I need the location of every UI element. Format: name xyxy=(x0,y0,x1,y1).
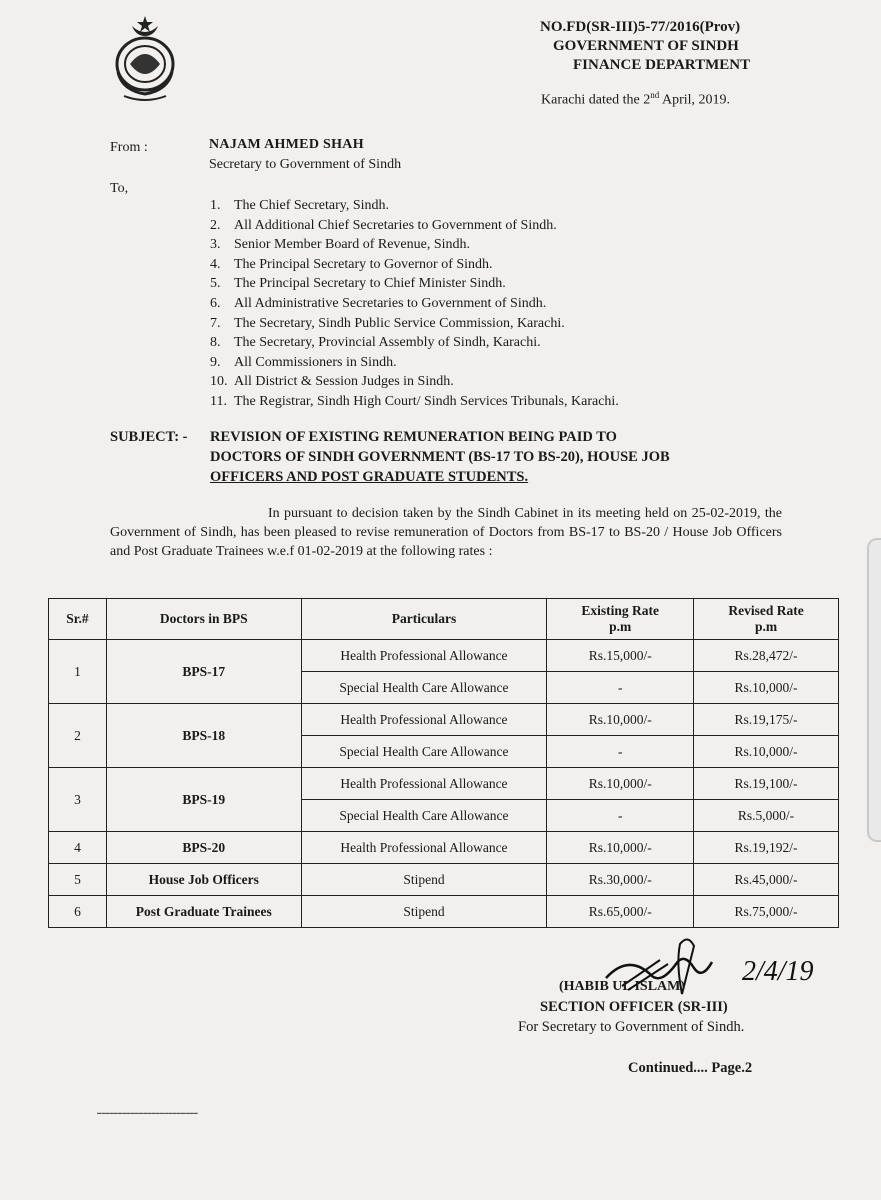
subject-text: REVISION OF EXISTING REMUNERATION BEING PAID TO DOCTORS OF SINDH GOVERNMENT (BS-17 TO BS-20), HOUSE JOB OFFICERS AND POST GRADUATE STUDENTS. xyxy=(210,429,670,485)
list-item: 9. All Commissioners in Sindh. xyxy=(210,354,397,370)
header-existing-rate: Existing Rate p.m xyxy=(547,599,694,640)
list-item: 1. The Chief Secretary, Sindh. xyxy=(210,198,389,213)
header-block xyxy=(540,18,780,75)
table-row: Special Health Care Allowance - Rs.10,000/- xyxy=(49,736,839,768)
subject-label: SUBJECT: - xyxy=(110,429,188,445)
header-sr: Sr.# xyxy=(49,599,107,640)
department-name: FINANCE DEPARTMENT xyxy=(573,57,751,73)
table-header-row xyxy=(49,599,839,640)
list-item: 11. The Registrar, Sindh High Court/ Sindh Services Tribunals, Karachi. xyxy=(210,393,619,409)
scroll-edge-handle[interactable] xyxy=(867,538,881,842)
list-item: 4. The Principal Secretary to Governor of Sindh. xyxy=(210,256,493,272)
list-item: 5. The Principal Secretary to Chief Minister Sindh. xyxy=(210,276,506,292)
date-line: Karachi dated the 2nd April, 2019. xyxy=(541,90,731,108)
table-row: 3 BPS-19 Health Professional Allowance Rs.10,000/- Rs.19,100/- xyxy=(49,768,839,800)
header-revised-rate: Revised Rate p.m xyxy=(694,599,839,640)
table-row: 4 BPS-20 Health Professional Allowance Rs.10,000/- Rs.19,192/- xyxy=(49,832,839,864)
from-label: From : xyxy=(110,140,148,155)
header-bps: Doctors in BPS xyxy=(106,599,301,640)
list-item: 7. The Secretary, Sindh Public Service Commission, Karachi. xyxy=(210,315,565,331)
table-row: Special Health Care Allowance - Rs.5,000/- xyxy=(49,800,839,832)
sindh-government-emblem xyxy=(110,14,180,104)
list-item: 2. All Additional Chief Secretaries to Government of Sindh. xyxy=(210,217,557,233)
sender-name: NAJAM AHMED SHAH xyxy=(209,137,364,152)
header-particulars: Particulars xyxy=(301,599,547,640)
table-row: 1 BPS-17 Health Professional Allowance Rs.15,000/- Rs.28,472/- xyxy=(49,640,839,672)
sender-title: Secretary to Government of Sindh xyxy=(209,157,402,172)
reference-number: NO.FD(SR-III)5-77/2016(Prov) xyxy=(540,19,741,35)
list-item: 6. All Administrative Secretaries to Government of Sindh. xyxy=(210,295,547,311)
government-name: GOVERNMENT OF SINDH xyxy=(553,38,739,54)
to-label: To, xyxy=(110,181,129,196)
print-imprint: ▬▬▬▬▬▬▬▬▬▬▬▬▬▬▬▬▬▬▬▬▬▬▬▬ xyxy=(97,1110,198,1115)
table-row: 5 House Job Officers Stipend Rs.30,000/- Rs.45,000/- xyxy=(49,864,839,896)
list-item: 10. All District & Session Judges in Sindh. xyxy=(210,374,454,390)
signatory-name: (HABIB UL ISLAM) xyxy=(559,979,686,994)
table-row: 2 BPS-18 Health Professional Allowance Rs.10,000/- Rs.19,175/- xyxy=(49,704,839,736)
table-row: Special Health Care Allowance - Rs.10,000/- xyxy=(49,672,839,704)
continued-note: Continued.... Page.2 xyxy=(628,1060,753,1076)
recipient-list xyxy=(210,196,619,412)
remuneration-table xyxy=(48,598,839,928)
svg-text:2/4/19: 2/4/19 xyxy=(742,956,814,987)
signatory-title: SECTION OFFICER (SR-III) xyxy=(540,999,728,1015)
body-paragraph: In pursuant to decision taken by the Sindh Cabinet in its meeting held on 25-02-2019, the Government of Sindh, has been pleased to revise remuneration of Doctors from BS-17 to BS-20 / House Job Officers and Post Graduate Trainees w.e.f 01-02-2019 at the following rates : xyxy=(110,506,782,559)
list-item: 8. The Secretary, Provincial Assembly of Sindh, Karachi. xyxy=(210,335,541,351)
list-item: 3. Senior Member Board of Revenue, Sindh. xyxy=(210,237,471,253)
table-row: 6 Post Graduate Trainees Stipend Rs.65,000/- Rs.75,000/- xyxy=(49,896,839,928)
signatory-on-behalf: For Secretary to Government of Sindh. xyxy=(518,1019,745,1035)
